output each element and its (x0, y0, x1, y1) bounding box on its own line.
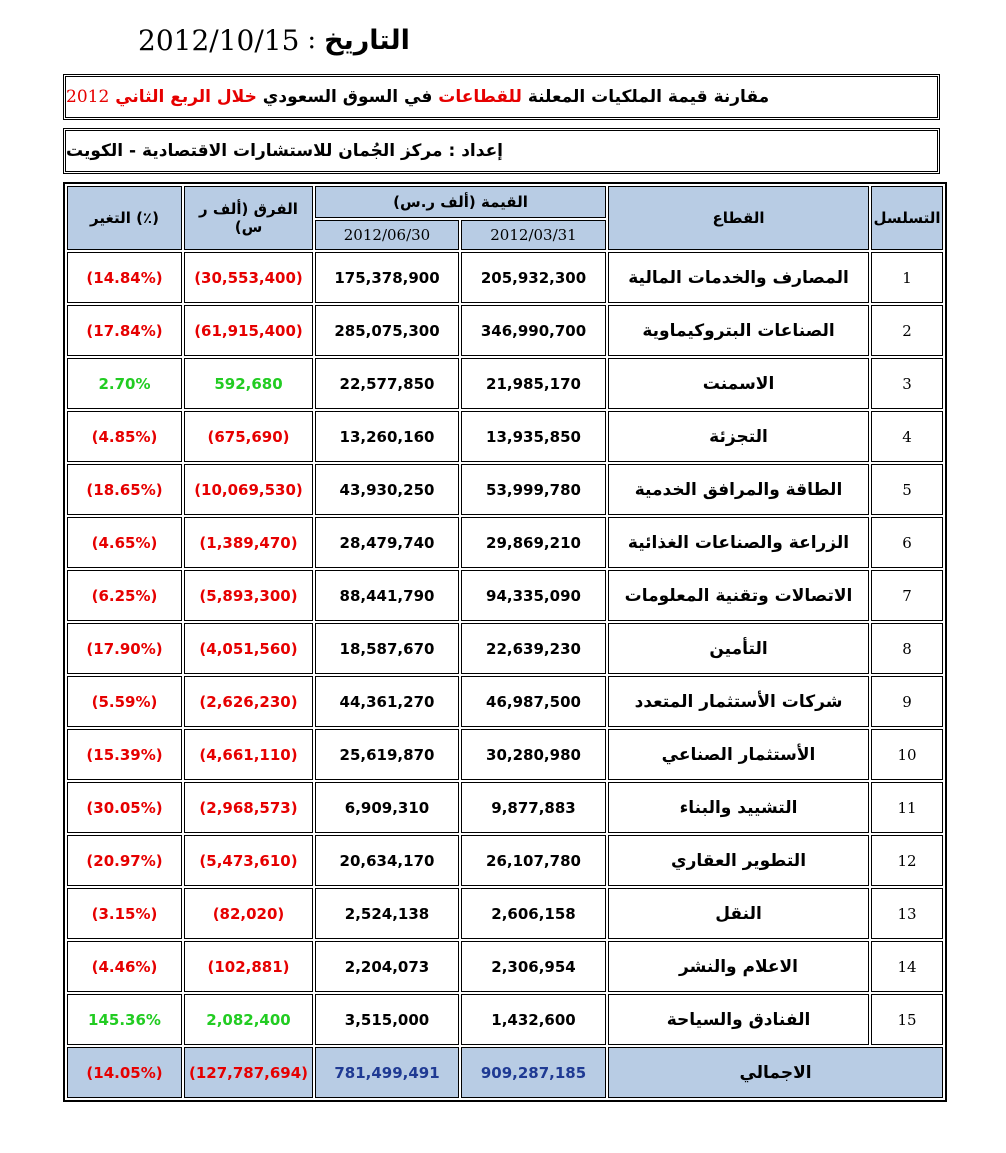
q2-value-cell: 2,204,073 (315, 941, 459, 992)
diff-cell: (10,069,530) (184, 464, 313, 515)
report-title-box (63, 74, 940, 120)
total-change-cell: (14.05%) (67, 1047, 182, 1098)
sector-cell: الفنادق والسياحة (608, 994, 869, 1045)
diff-cell: (4,051,560) (184, 623, 313, 674)
diff-cell: 2,082,400 (184, 994, 313, 1045)
header-seq: التسلسل (871, 186, 943, 250)
title-year: 2012 (66, 87, 110, 107)
header-row-1 (67, 186, 943, 218)
q2-value-cell: 88,441,790 (315, 570, 459, 621)
header-sector: القطاع (608, 186, 869, 250)
table-row (67, 252, 943, 303)
seq-cell: 13 (871, 888, 943, 939)
diff-cell: (30,553,400) (184, 252, 313, 303)
table-row (67, 305, 943, 356)
q1-value-cell: 2,306,954 (461, 941, 606, 992)
sector-cell: شركات الأستثمار المتعدد (608, 676, 869, 727)
q1-value-cell: 1,432,600 (461, 994, 606, 1045)
diff-cell: (1,389,470) (184, 517, 313, 568)
sector-cell: الصناعات البتروكيماوية (608, 305, 869, 356)
seq-cell: 11 (871, 782, 943, 833)
q1-value-cell: 9,877,883 (461, 782, 606, 833)
report-date-label: التاريخ (324, 24, 410, 56)
change-cell: (14.84%) (67, 252, 182, 303)
q1-value-cell: 30,280,980 (461, 729, 606, 780)
title-part-4: خلال الربع الثاني (115, 87, 257, 107)
change-cell: (30.05%) (67, 782, 182, 833)
header-diff: الفرق (ألف ر س) (184, 186, 313, 250)
q2-value-cell: 3,515,000 (315, 994, 459, 1045)
change-cell: (3.15%) (67, 888, 182, 939)
header-date-1: 2012/03/31 (461, 220, 606, 250)
q2-value-cell: 175,378,900 (315, 252, 459, 303)
q2-value-cell: 25,619,870 (315, 729, 459, 780)
table-row (67, 941, 943, 992)
sector-cell: التأمين (608, 623, 869, 674)
sector-cell: الاسمنت (608, 358, 869, 409)
total-q2-cell: 781,499,491 (315, 1047, 459, 1098)
seq-cell: 10 (871, 729, 943, 780)
q1-value-cell: 46,987,500 (461, 676, 606, 727)
title-part-2: للقطاعات (438, 87, 522, 107)
prepared-by-label: إعداد (461, 141, 504, 161)
sector-comparison-table (63, 182, 947, 1102)
sector-cell: التشييد والبناء (608, 782, 869, 833)
diff-cell: (102,881) (184, 941, 313, 992)
total-row (67, 1047, 943, 1098)
q1-value-cell: 22,639,230 (461, 623, 606, 674)
diff-cell: (2,626,230) (184, 676, 313, 727)
diff-cell: (4,661,110) (184, 729, 313, 780)
table-row (67, 411, 943, 462)
sector-cell: الطاقة والمرافق الخدمية (608, 464, 869, 515)
diff-cell: (2,968,573) (184, 782, 313, 833)
diff-cell: (5,893,300) (184, 570, 313, 621)
seq-cell: 6 (871, 517, 943, 568)
table-row (67, 623, 943, 674)
q2-value-cell: 44,361,270 (315, 676, 459, 727)
q1-value-cell: 13,935,850 (461, 411, 606, 462)
sector-cell: الاتصالات وتقنية المعلومات (608, 570, 869, 621)
q2-value-cell: 285,075,300 (315, 305, 459, 356)
sector-cell: الاعلام والنشر (608, 941, 869, 992)
seq-cell: 14 (871, 941, 943, 992)
change-cell: (4.46%) (67, 941, 182, 992)
seq-cell: 2 (871, 305, 943, 356)
table-row (67, 358, 943, 409)
prepared-by-org: مركز الجُمان للاستشارات الاقتصادية - الكويت (66, 141, 443, 161)
report-title (66, 87, 769, 107)
title-part-1: مقارنة قيمة الملكيات المعلنة (527, 87, 770, 107)
change-cell: (20.97%) (67, 835, 182, 886)
sector-cell: التطوير العقاري (608, 835, 869, 886)
table-row (67, 835, 943, 886)
prepared-by-colon: : (448, 141, 456, 161)
table-row (67, 994, 943, 1045)
q1-value-cell: 53,999,780 (461, 464, 606, 515)
sector-cell: الزراعة والصناعات الغذائية (608, 517, 869, 568)
sector-cell: النقل (608, 888, 869, 939)
q1-value-cell: 205,932,300 (461, 252, 606, 303)
diff-cell: (675,690) (184, 411, 313, 462)
diff-cell: (61,915,400) (184, 305, 313, 356)
q1-value-cell: 346,990,700 (461, 305, 606, 356)
q1-value-cell: 21,985,170 (461, 358, 606, 409)
title-part-3: في السوق السعودي (262, 87, 433, 107)
table-row (67, 676, 943, 727)
change-cell: (15.39%) (67, 729, 182, 780)
sector-cell: المصارف والخدمات المالية (608, 252, 869, 303)
seq-cell: 4 (871, 411, 943, 462)
total-q1-cell: 909,287,185 (461, 1047, 606, 1098)
q2-value-cell: 20,634,170 (315, 835, 459, 886)
sector-cell: الأستثمار الصناعي (608, 729, 869, 780)
table-row (67, 888, 943, 939)
change-cell: 145.36% (67, 994, 182, 1045)
q1-value-cell: 94,335,090 (461, 570, 606, 621)
seq-cell: 7 (871, 570, 943, 621)
q2-value-cell: 22,577,850 (315, 358, 459, 409)
change-cell: (18.65%) (67, 464, 182, 515)
table-row (67, 517, 943, 568)
q2-value-cell: 6,909,310 (315, 782, 459, 833)
seq-cell: 12 (871, 835, 943, 886)
q2-value-cell: 2,524,138 (315, 888, 459, 939)
header-change: التغير (٪) (67, 186, 182, 250)
seq-cell: 1 (871, 252, 943, 303)
diff-cell: 592,680 (184, 358, 313, 409)
change-cell: (4.65%) (67, 517, 182, 568)
q1-value-cell: 2,606,158 (461, 888, 606, 939)
seq-cell: 5 (871, 464, 943, 515)
header-date-2: 2012/06/30 (315, 220, 459, 250)
change-cell: (5.59%) (67, 676, 182, 727)
sector-cell: التجزئة (608, 411, 869, 462)
q1-value-cell: 29,869,210 (461, 517, 606, 568)
q2-value-cell: 13,260,160 (315, 411, 459, 462)
change-cell: (17.84%) (67, 305, 182, 356)
prepared-by-box (63, 128, 940, 174)
q2-value-cell: 43,930,250 (315, 464, 459, 515)
q2-value-cell: 18,587,670 (315, 623, 459, 674)
total-label-cell: الاجمالي (608, 1047, 943, 1098)
change-cell: 2.70% (67, 358, 182, 409)
q1-value-cell: 26,107,780 (461, 835, 606, 886)
q2-value-cell: 28,479,740 (315, 517, 459, 568)
table-row (67, 570, 943, 621)
seq-cell: 3 (871, 358, 943, 409)
header-value: القيمة (ألف ر.س) (315, 186, 606, 218)
seq-cell: 15 (871, 994, 943, 1045)
report-date-colon: : (307, 25, 317, 55)
table-row (67, 782, 943, 833)
change-cell: (4.85%) (67, 411, 182, 462)
table-row (67, 464, 943, 515)
report-date-value: 2012/10/15 (138, 23, 300, 57)
total-diff-cell: (127,787,694) (184, 1047, 313, 1098)
diff-cell: (5,473,610) (184, 835, 313, 886)
diff-cell: (82,020) (184, 888, 313, 939)
change-cell: (17.90%) (67, 623, 182, 674)
prepared-by (66, 141, 503, 161)
change-cell: (6.25%) (67, 570, 182, 621)
seq-cell: 8 (871, 623, 943, 674)
table-row (67, 729, 943, 780)
date-line (138, 18, 410, 62)
seq-cell: 9 (871, 676, 943, 727)
